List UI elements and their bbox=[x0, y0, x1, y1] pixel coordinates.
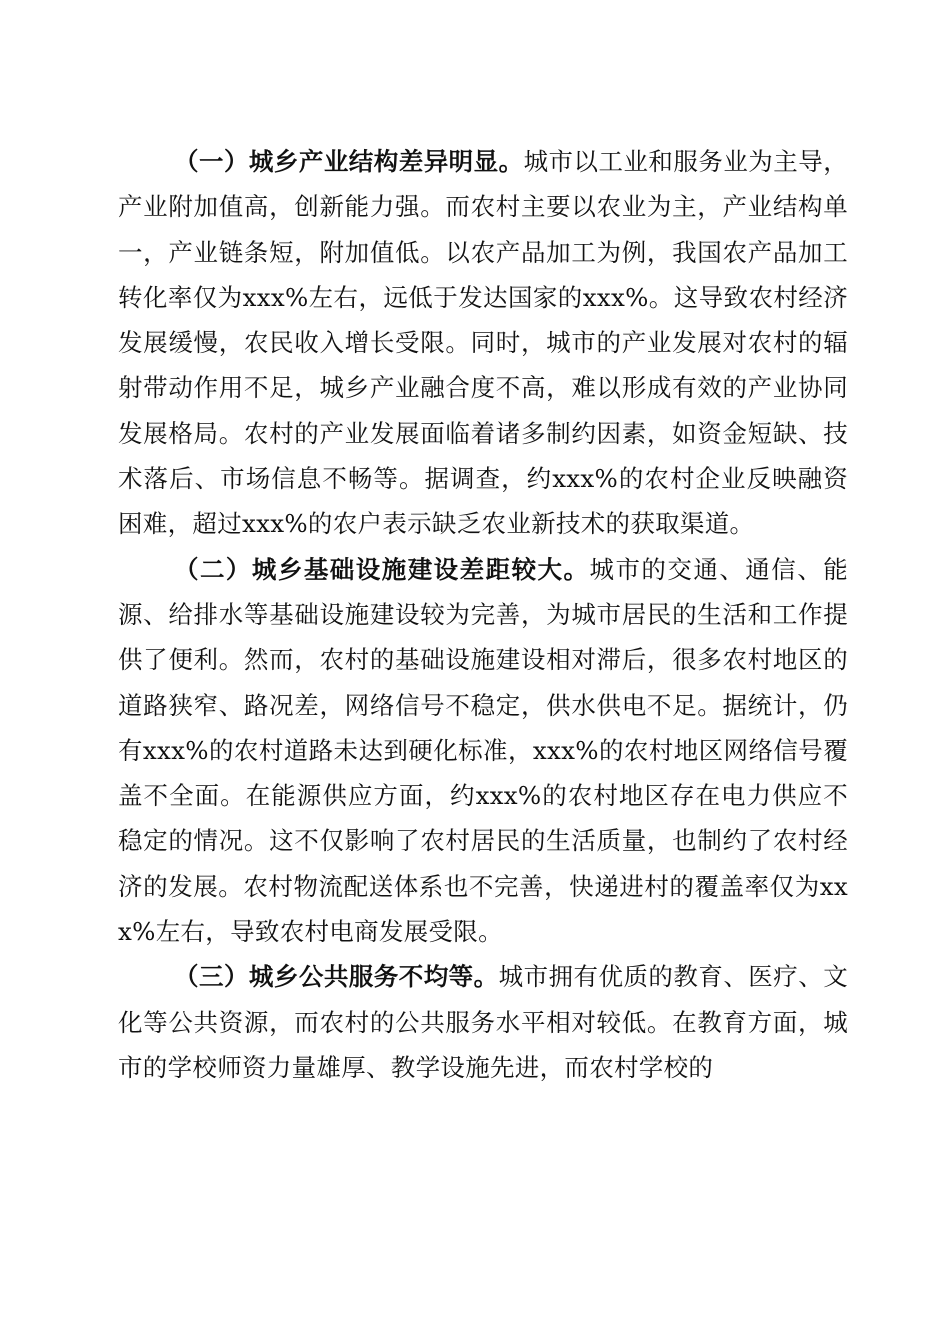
paragraph-infrastructure bbox=[118, 547, 848, 955]
paragraph-heading: （二）城乡基础设施建设差距较大。 bbox=[174, 554, 590, 584]
document-body bbox=[118, 139, 848, 1090]
paragraph-body: 城市拥有优质的教育、医疗、文化等公共资源，而农村的公共服务水平相对较低。在教育方面，城市的学校师资力量雄厚、教学设施先进，而农村学校的 bbox=[118, 962, 848, 1082]
paragraph-industry-structure bbox=[118, 139, 848, 547]
paragraph-heading: （三）城乡公共服务不均等。 bbox=[174, 962, 499, 992]
paragraph-public-services bbox=[118, 954, 848, 1090]
paragraph-body: 城市以工业和服务业为主导，产业附加值高，创新能力强。而农村主要以农业为主，产业结构单一，产业链条短，附加值低。以农产品加工为例，我国农产品加工转化率仅为xxx%左右，远低于发达国家的xxx%。这导致农村经济发展缓慢，农民收入增长受限。同时，城市的产业发展对农村的辐射带动作用不足，城乡产业融合度不高，难以形成有效的产业协同发展格局。农村的产业发展面临着诸多制约因素，如资金短缺、技术落后、市场信息不畅等。据调查，约xxx%的农村企业反映融资困难，超过xxx%的农户表示缺乏农业新技术的获取渠道。 bbox=[118, 147, 848, 539]
paragraph-body: 城市的交通、通信、能源、给排水等基础设施建设较为完善，为城市居民的生活和工作提供了便利。然而，农村的基础设施建设相对滞后，很多农村地区的道路狭窄、路况差，网络信号不稳定，供水供电不足。据统计，仍有xxx%的农村道路未达到硬化标准，xxx%的农村地区网络信号覆盖不全面。在能源供应方面，约xxx%的农村地区存在电力供应不稳定的情况。这不仅影响了农村居民的生活质量，也制约了农村经济的发展。农村物流配送体系也不完善，快递进村的覆盖率仅为xxx%左右，导致农村电商发展受限。 bbox=[118, 554, 848, 947]
paragraph-heading: （一）城乡产业结构差异明显。 bbox=[174, 147, 524, 176]
